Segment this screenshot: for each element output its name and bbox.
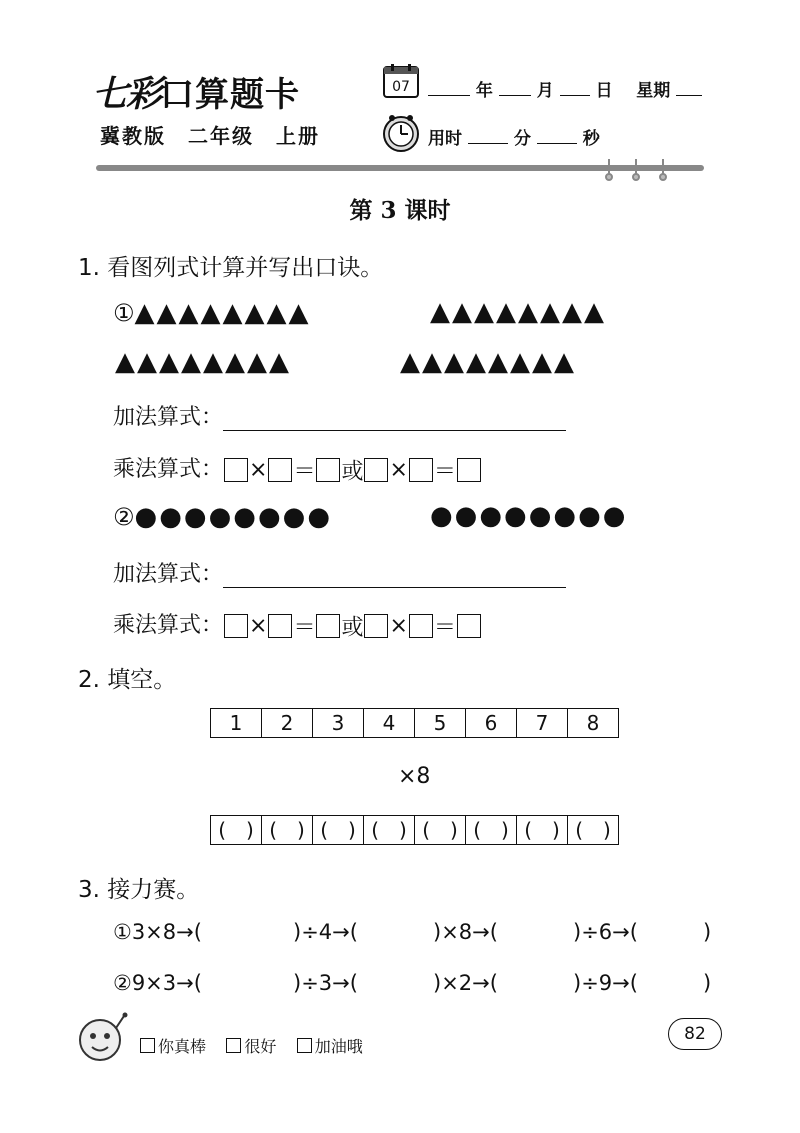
date-row	[428, 76, 702, 101]
relay-row-1	[113, 920, 711, 944]
number-cell: 3	[313, 709, 364, 738]
or-label: 或	[341, 459, 364, 485]
triangle-group-a: ▲▲▲▲▲▲▲▲	[134, 298, 311, 328]
brand-logo-seven: 七彩	[92, 74, 161, 115]
multiplication-label: 乘法算式：	[113, 457, 224, 482]
multiplication-row-1	[113, 452, 482, 486]
answer-box[interactable]	[457, 614, 481, 638]
multiplication-row-2	[113, 608, 482, 642]
answer-box[interactable]	[364, 614, 388, 638]
answer-box[interactable]	[364, 458, 388, 482]
clock-icon	[381, 113, 421, 153]
triangle-row-2b	[400, 349, 576, 376]
answer-cell[interactable]: ( )	[568, 816, 619, 845]
page-number: 82	[668, 1018, 722, 1050]
addition-label: 加法算式：	[113, 405, 224, 430]
answer-cell[interactable]: ( )	[466, 816, 517, 845]
addition-label: 加法算式：	[113, 562, 224, 587]
eval-option-good: 很好	[244, 1037, 277, 1056]
relay-step: ①3×8→(	[113, 920, 202, 944]
answer-cell[interactable]: ( )	[415, 816, 466, 845]
triangle-row-1b	[430, 299, 606, 326]
calendar-day: 07	[392, 79, 410, 95]
date-weekday-label: 星期	[636, 81, 671, 101]
mascot-icon	[72, 1010, 132, 1070]
circle-group-a: ●●●●●●●●	[134, 502, 333, 532]
part-1-marker: ①	[113, 299, 135, 327]
question-2-title: 2. 填空。	[78, 667, 177, 693]
part-2-marker: ②	[113, 503, 135, 531]
relay-step: )	[703, 920, 712, 944]
time-used-label: 用时	[428, 129, 462, 149]
equals-sign: ＝	[433, 615, 456, 641]
number-cell: 1	[211, 709, 262, 738]
relay-step: )	[703, 971, 712, 995]
equals-sign: ＝	[293, 615, 316, 641]
multiplication-label: 乘法算式：	[113, 613, 224, 638]
answer-box[interactable]	[409, 614, 433, 638]
number-cell: 4	[364, 709, 415, 738]
answer-table	[210, 815, 619, 845]
number-cell: 6	[466, 709, 517, 738]
eval-checkbox[interactable]	[297, 1038, 312, 1053]
lesson-title: 第 3 课时	[349, 197, 451, 224]
answer-cell[interactable]: ( )	[262, 816, 313, 845]
equals-sign: ＝	[433, 459, 456, 485]
relay-step: )÷6→(	[573, 920, 638, 944]
number-cell: 5	[415, 709, 466, 738]
answer-cell[interactable]: ( )	[517, 816, 568, 845]
eval-checkbox[interactable]	[140, 1038, 155, 1053]
number-cell: 2	[262, 709, 313, 738]
self-evaluation	[140, 1034, 363, 1057]
edition-info	[100, 120, 342, 149]
triangle-row-2	[115, 349, 291, 376]
relay-step: )×8→(	[433, 920, 498, 944]
number-table	[210, 708, 619, 738]
relay-step: )÷4→(	[293, 920, 358, 944]
triangle-group-d: ▲▲▲▲▲▲▲▲	[400, 347, 576, 377]
time-sec-label: 秒	[582, 129, 600, 149]
grade: 二年级	[188, 124, 254, 148]
relay-step: )÷3→(	[293, 971, 358, 995]
time-used-row	[428, 124, 600, 149]
addition-row-1	[113, 400, 566, 431]
number-cell: 7	[517, 709, 568, 738]
number-cell: 8	[568, 709, 619, 738]
multiplier-label: ×8	[398, 764, 431, 789]
times-sign: ×	[249, 457, 268, 483]
answer-box[interactable]	[224, 458, 248, 482]
answer-box[interactable]	[409, 458, 433, 482]
times-sign: ×	[389, 613, 408, 639]
eval-checkbox[interactable]	[226, 1038, 241, 1053]
divider-ornament	[603, 157, 673, 181]
relay-step: )÷9→(	[573, 971, 638, 995]
edition: 冀教版	[100, 124, 166, 148]
circle-row	[113, 503, 332, 531]
relay-step: ②9×3→(	[113, 971, 202, 995]
triangle-group-c: ▲▲▲▲▲▲▲▲	[115, 347, 291, 377]
answer-box[interactable]	[316, 614, 340, 638]
answer-box[interactable]	[457, 458, 481, 482]
question-1-title: 1. 看图列式计算并写出口诀。	[78, 255, 384, 281]
answer-cell[interactable]: ( )	[364, 816, 415, 845]
addition-row-2	[113, 557, 566, 588]
answer-cell[interactable]: ( )	[313, 816, 364, 845]
date-day-label: 日	[595, 81, 613, 101]
question-3-title: 3. 接力赛。	[78, 877, 200, 903]
relay-row-2	[113, 971, 711, 995]
calendar-icon	[383, 64, 419, 98]
answer-cell[interactable]: ( )	[211, 816, 262, 845]
eval-option-great: 你真棒	[158, 1037, 207, 1056]
answer-box[interactable]	[224, 614, 248, 638]
triangle-row-1	[113, 299, 310, 327]
times-sign: ×	[389, 457, 408, 483]
volume: 上册	[276, 124, 320, 148]
circle-group-b: ●●●●●●●●	[430, 501, 628, 531]
addition-answer-line[interactable]	[223, 406, 566, 431]
addition-answer-line[interactable]	[223, 563, 566, 588]
date-month-label: 月	[536, 81, 554, 101]
equals-sign: ＝	[293, 459, 316, 485]
answer-box[interactable]	[268, 458, 292, 482]
brand-logo	[92, 66, 300, 117]
time-min-label: 分	[513, 129, 531, 149]
brand-logo-title: 口算题卡	[160, 75, 301, 115]
triangle-group-b: ▲▲▲▲▲▲▲▲	[430, 297, 606, 327]
eval-option-keep-going: 加油哦	[314, 1037, 363, 1056]
answer-box[interactable]	[268, 614, 292, 638]
circle-row-b	[430, 503, 628, 530]
date-year-label: 年	[475, 81, 493, 101]
or-label: 或	[341, 615, 364, 641]
answer-box[interactable]	[316, 458, 340, 482]
relay-step: )×2→(	[433, 971, 498, 995]
times-sign: ×	[249, 613, 268, 639]
